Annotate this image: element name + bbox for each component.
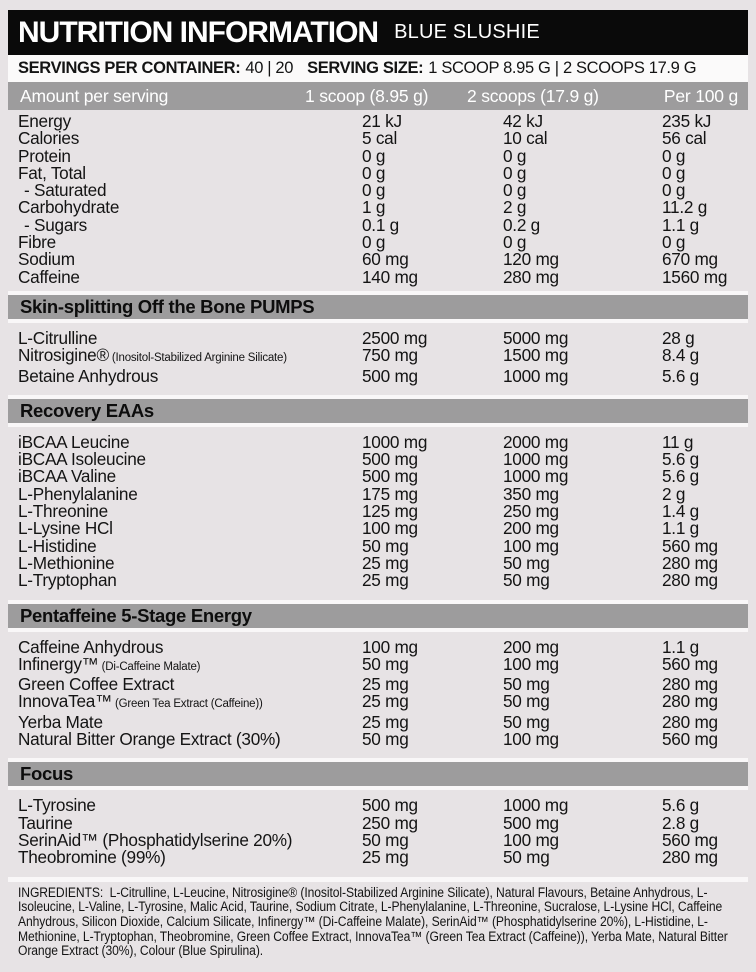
row-label-text: Betaine Anhydrous xyxy=(18,365,159,386)
row-label-text: L-Citrulline xyxy=(18,327,98,348)
serving-size-value: 1 SCOOP 8.95 G | 2 SCOOPS 17.9 G xyxy=(428,59,697,77)
value-col3: 5.6 g xyxy=(662,466,699,487)
value-col3: 560 mg xyxy=(662,729,718,750)
section-heading: Pentaffeine 5-Stage Energy xyxy=(20,604,252,626)
row-label-note: (Di-Caffeine Malate) xyxy=(98,660,201,673)
section-rows xyxy=(8,323,748,395)
table-row xyxy=(8,347,748,367)
value-col3: 280 mg xyxy=(662,674,718,695)
section-heading-bar xyxy=(8,758,748,790)
value-col1: 100 mg xyxy=(362,636,418,657)
section-rows xyxy=(8,632,748,759)
row-label-text: Caffeine Anhydrous xyxy=(18,636,164,657)
value-col3: 2 g xyxy=(662,483,686,504)
value-col3: 56 cal xyxy=(662,128,707,149)
value-col1: 125 mg xyxy=(362,501,418,522)
row-label-text: L-Lysine HCl xyxy=(18,518,113,539)
row-label-text: L-Methionine xyxy=(18,552,115,573)
row-label-text: Fibre xyxy=(18,232,56,253)
value-col3: 560 mg xyxy=(662,653,718,674)
section-heading-bar xyxy=(8,600,748,632)
row-label-text: L-Phenylalanine xyxy=(18,483,138,504)
value-col2: 0 g xyxy=(503,232,527,253)
value-col3: 560 mg xyxy=(662,829,718,850)
value-col2: 250 mg xyxy=(503,501,559,522)
value-col1: 25 mg xyxy=(362,552,409,573)
row-label-text: Theobromine (99%) xyxy=(18,847,166,868)
flavor-name: BLUE SLUSHIE xyxy=(394,21,540,43)
value-col3: 2.8 g xyxy=(662,812,699,833)
value-col2: 50 mg xyxy=(503,691,550,712)
value-col1: 250 mg xyxy=(362,812,418,833)
value-col2: 350 mg xyxy=(503,483,559,504)
value-col2: 50 mg xyxy=(503,570,550,591)
value-col1: 21 kJ xyxy=(362,111,402,131)
row-label-text: InnovaTea™ xyxy=(18,691,113,712)
row-label-text: Energy xyxy=(18,111,71,131)
value-col3: 5.6 g xyxy=(662,449,699,470)
value-col2: 1000 mg xyxy=(503,466,569,487)
row-label-text: L-Histidine xyxy=(18,535,97,556)
row-label-note: (Green Tea Extract (Caffeine)) xyxy=(112,698,263,711)
value-col3: 280 mg xyxy=(662,552,718,573)
row-label xyxy=(8,849,362,866)
serving-size-label: SERVING SIZE: xyxy=(307,59,424,77)
row-label-text: iBCAA Valine xyxy=(18,466,116,487)
row-label-text: L-Tyrosine xyxy=(18,795,96,816)
row-label-text: Calories xyxy=(18,128,80,149)
value-col2: 100 mg xyxy=(503,653,559,674)
value-col2: 100 mg xyxy=(503,729,559,750)
value-col3: 280 mg xyxy=(662,847,718,868)
row-label-text: - Sugars xyxy=(24,214,87,235)
table-row xyxy=(8,693,748,713)
value-col1: 0 g xyxy=(362,145,386,166)
row-label-note: (Inositol-Stabilized Arginine Silicate) xyxy=(108,352,287,365)
value-col2: 1000 mg xyxy=(503,795,569,816)
value-col1: 0.1 g xyxy=(362,214,399,235)
value-col3: 0 g xyxy=(662,145,686,166)
value-col1: 2500 mg xyxy=(362,327,428,348)
row-label-text: Sodium xyxy=(18,249,75,270)
value-col2: 500 mg xyxy=(503,812,559,833)
value-col1: 25 mg xyxy=(362,674,409,695)
section-heading: Recovery EAAs xyxy=(20,399,154,421)
value-col2: 0 g xyxy=(503,180,527,201)
row-label-text: Natural Bitter Orange Extract (30%) xyxy=(18,729,281,750)
value-col2: 1500 mg xyxy=(503,345,569,366)
section-heading-bar xyxy=(8,291,748,323)
value-col3: 5.6 g xyxy=(662,795,699,816)
value-col3: 1.1 g xyxy=(662,518,699,539)
value-col2: 50 mg xyxy=(503,711,550,732)
label-content xyxy=(8,10,748,959)
section-heading-bar xyxy=(8,395,748,427)
section-rows xyxy=(8,110,748,291)
row-label-text: Taurine xyxy=(18,812,73,833)
row-label-text: Fat, Total xyxy=(18,162,86,183)
value-col3: 11.2 g xyxy=(662,197,708,218)
column-header-per-100g: Per 100 g xyxy=(663,85,738,106)
value-col2: 100 mg xyxy=(503,535,559,556)
value-col2: 50 mg xyxy=(503,674,550,695)
row-label-text: Caffeine xyxy=(18,266,80,287)
value-col1: 0 g xyxy=(362,180,386,201)
ingredients-label: INGREDIENTS: xyxy=(18,884,104,900)
value-col1: 5 cal xyxy=(362,128,398,149)
row-label xyxy=(8,731,362,748)
value-col2: 120 mg xyxy=(503,249,559,270)
value-col1: 1000 mg xyxy=(362,431,428,452)
table-row xyxy=(8,365,748,386)
value-col3: 11 g xyxy=(662,431,694,452)
value-col3: 1.1 g xyxy=(662,214,699,235)
value-col3: 0 g xyxy=(662,162,686,183)
value-col1: 50 mg xyxy=(362,829,409,850)
title-bar xyxy=(8,10,748,55)
value-col3: 8.4 g xyxy=(662,345,699,366)
row-label-text: Nitrosigine® xyxy=(18,345,109,366)
row-label-text: Protein xyxy=(18,145,71,166)
servings-line xyxy=(8,55,748,82)
value-col3: 28 g xyxy=(662,327,695,348)
value-col1: 60 mg xyxy=(362,249,409,270)
table-row xyxy=(8,266,748,287)
value-col2: 5000 mg xyxy=(503,327,569,348)
value-col3: 0 g xyxy=(662,232,686,253)
value-col3: 560 mg xyxy=(662,535,718,556)
value-col1: 500 mg xyxy=(362,466,418,487)
value-col1: 140 mg xyxy=(362,266,418,287)
value-col3: 235 kJ xyxy=(662,111,712,131)
value-col3: 1.4 g xyxy=(662,501,699,522)
value-col2: 0 g xyxy=(503,145,527,166)
value-col1: 500 mg xyxy=(362,795,418,816)
row-label-text: SerinAid™ (Phosphatidylserine 20%) xyxy=(18,829,293,850)
row-label xyxy=(8,653,362,676)
value-col2: 50 mg xyxy=(503,847,550,868)
row-label xyxy=(8,266,362,287)
value-col1: 0 g xyxy=(362,232,386,253)
table-row xyxy=(8,849,748,866)
column-header-amount: Amount per serving xyxy=(20,85,169,106)
column-header-1-scoop: 1 scoop (8.95 g) xyxy=(305,85,429,106)
section-rows xyxy=(8,427,748,600)
row-label-text: L-Threonine xyxy=(18,501,108,522)
value-col1: 0 g xyxy=(362,162,386,183)
table-row xyxy=(8,731,748,748)
servings-per-container-value: 40 | 20 xyxy=(245,59,294,77)
value-col3: 1.1 g xyxy=(662,636,699,657)
value-col2: 2 g xyxy=(503,197,527,218)
value-col1: 25 mg xyxy=(362,691,409,712)
row-label xyxy=(8,347,362,367)
table-row xyxy=(8,797,748,814)
section-heading: Focus xyxy=(20,763,73,785)
column-header-2-scoops: 2 scoops (17.9 g) xyxy=(467,85,599,106)
column-header-row xyxy=(8,82,748,110)
ingredients-block xyxy=(8,877,748,960)
row-label-text: Infinergy™ xyxy=(18,653,99,674)
value-col1: 50 mg xyxy=(362,535,409,556)
value-col3: 280 mg xyxy=(662,691,718,712)
row-label-text: Yerba Mate xyxy=(18,711,103,732)
servings-per-container-label: SERVINGS PER CONTAINER: xyxy=(18,59,241,77)
row-label xyxy=(8,572,362,589)
value-col2: 280 mg xyxy=(503,266,559,287)
value-col1: 500 mg xyxy=(362,365,418,386)
value-col2: 1000 mg xyxy=(503,365,569,386)
row-label-text: iBCAA Isoleucine xyxy=(18,449,146,470)
value-col1: 750 mg xyxy=(362,345,418,366)
row-label-text: Green Coffee Extract xyxy=(18,674,175,695)
table-row xyxy=(8,572,748,589)
value-col3: 280 mg xyxy=(662,570,718,591)
row-label xyxy=(8,365,362,386)
value-col2: 2000 mg xyxy=(503,431,569,452)
row-label xyxy=(8,693,362,713)
value-col3: 280 mg xyxy=(662,711,718,732)
row-label-text: Carbohydrate xyxy=(18,197,120,218)
value-col2: 50 mg xyxy=(503,552,550,573)
table-body xyxy=(8,110,748,877)
row-label-text: L-Tryptophan xyxy=(18,570,117,591)
table-row xyxy=(8,130,748,147)
section-rows xyxy=(8,790,748,876)
value-col2: 200 mg xyxy=(503,636,559,657)
value-col1: 25 mg xyxy=(362,570,409,591)
value-col1: 50 mg xyxy=(362,729,409,750)
row-label-text: iBCAA Leucine xyxy=(18,431,130,452)
page-title: NUTRITION INFORMATION xyxy=(18,15,379,49)
value-col1: 100 mg xyxy=(362,518,418,539)
value-col2: 200 mg xyxy=(503,518,559,539)
value-col2: 1000 mg xyxy=(503,449,569,470)
value-col1: 25 mg xyxy=(362,711,409,732)
table-row xyxy=(8,653,748,676)
row-label-text: - Saturated xyxy=(24,180,107,201)
value-col3: 670 mg xyxy=(662,249,718,270)
value-col2: 10 cal xyxy=(503,128,548,149)
value-col1: 175 mg xyxy=(362,483,418,504)
value-col2: 100 mg xyxy=(503,829,559,850)
value-col3: 5.6 g xyxy=(662,365,699,386)
ingredients-list: L-Citrulline, L-Leucine, Nitrosigine® (Inositol-Stabilized Arginine Silicate), Natural Flavours, Betaine Anhydrous, L-Isoleucine, L-Valine, L-Tyrosine, Malic Acid, Taurine, Sodium Citrate, L-Phenylalanine, L-Threonine, Sucralose, L-Lysine HCl, Caffeine Anhydrous, Silicon Dioxide, Calcium Silicate, Infinergy™ (Di-Caffeine Malate), SerinAid™ (Phosphatidylserine 20%), L-Histidine, L-Methionine, L-Tryptophan, Theobromine, Green Coffee Extract, InnovaTea™ (Green Tea Extract (Caffeine)), Yerba Mate, Natural Bitter Orange Extract (30%), Colour (Blue Spirulina). xyxy=(18,884,728,959)
row-label xyxy=(8,214,362,235)
value-col1: 500 mg xyxy=(362,449,418,470)
value-col1: 25 mg xyxy=(362,847,409,868)
value-col2: 42 kJ xyxy=(503,111,543,131)
value-col3: 1560 mg xyxy=(662,266,728,287)
section-heading: Skin-splitting Off the Bone PUMPS xyxy=(20,295,315,317)
value-col1: 50 mg xyxy=(362,653,409,674)
value-col1: 1 g xyxy=(362,197,386,218)
ingredients-text xyxy=(18,886,756,960)
value-col3: 0 g xyxy=(662,180,686,201)
value-col2: 0 g xyxy=(503,162,527,183)
value-col2: 0.2 g xyxy=(503,214,540,235)
